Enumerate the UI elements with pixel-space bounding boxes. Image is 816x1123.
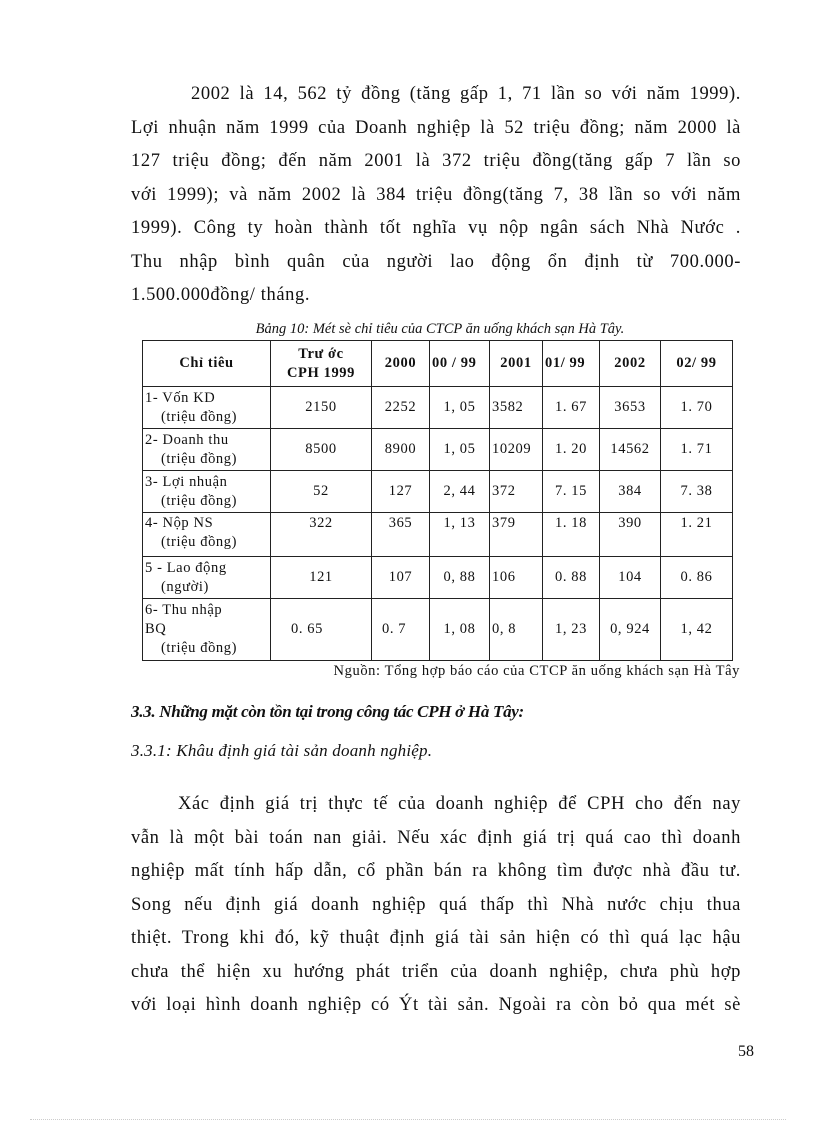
cell-value: 1, 23 (543, 599, 600, 661)
table-row (143, 599, 733, 661)
row-label-unit: (triệu đồng) (161, 640, 238, 656)
row-label (143, 599, 271, 661)
row-label-line: 5 - Lao động (145, 559, 227, 576)
section-heading: 3.3. Những mặt còn tồn tại trong công tác CPH ở Hà Tây: (131, 702, 524, 721)
row-label (143, 429, 271, 471)
header-indicator: Chỉ tiêu (143, 341, 271, 387)
row-label-unit: (triệu đồng) (161, 492, 238, 509)
cell-value: 127 (372, 471, 430, 513)
body-line: chưa thể hiện xu hướng phát triển của doanh nghiệp, chưa phù hợp (131, 961, 741, 982)
cell-value: 8900 (372, 429, 430, 471)
row-label-line: 4- Nộp NS (145, 515, 214, 531)
table-caption: Bảng 10: Mét sè chỉ tiêu của CTCP ăn uống khách sạn Hà Tây. (255, 321, 625, 337)
cell-value: 3653 (600, 387, 661, 429)
cell-value: 10209 (490, 429, 543, 471)
cell-value: 1. 70 (661, 387, 733, 429)
cell-value: 379 (490, 513, 543, 557)
cell-value: 0. 65 (271, 599, 372, 661)
row-label-unit: (người) (161, 578, 209, 595)
header-00-99: 00 / 99 (430, 341, 490, 387)
cell-value: 1. 18 (543, 513, 600, 557)
header-2001: 2001 (490, 341, 543, 387)
cell-value: 0, 924 (600, 599, 661, 661)
cell-value: 121 (271, 557, 372, 599)
row-label-unit: (triệu đồng) (161, 450, 238, 467)
header-2002: 2002 (600, 341, 661, 387)
indicator-table (142, 340, 733, 661)
body-line: vẫn là một bài toán nan giải. Nếu xác định giá trị quá cao thì doanh (131, 827, 741, 848)
cell-value: 1, 13 (430, 513, 490, 557)
cell-value: 1, 42 (661, 599, 733, 661)
cell-value: 365 (372, 513, 430, 557)
intro-line: 2002 là 14, 562 tỷ đồng (tăng gấp 1, 71 lần so với năm 1999). (191, 84, 741, 104)
cell-value: 372 (490, 471, 543, 513)
cell-value: 8500 (271, 429, 372, 471)
cell-value: 1, 05 (430, 429, 490, 471)
body-line: Song nếu định giá doanh nghiệp quá thấp thì Nhà nước chịu thua (131, 894, 741, 915)
cell-value: 14562 (600, 429, 661, 471)
page-bottom-divider (30, 1119, 786, 1120)
row-label-line: 2- Doanh thu (145, 431, 229, 448)
cell-value: 52 (271, 471, 372, 513)
cell-value: 7. 38 (661, 471, 733, 513)
cell-value: 104 (600, 557, 661, 599)
cell-value: 0. 7 (372, 599, 430, 661)
cell-value: 107 (372, 557, 430, 599)
intro-line: với 1999); và năm 2002 là 384 triệu đồng(tăng 7, 38 lần so với năm (131, 184, 741, 205)
table-row (143, 471, 733, 513)
row-label-line: 3- Lợi nhuận (145, 473, 228, 490)
table-row (143, 429, 733, 471)
cell-value: 0. 86 (661, 557, 733, 599)
row-label-unit: (triệu đồng) (161, 534, 238, 550)
table-row (143, 513, 733, 557)
row-label (143, 557, 271, 599)
cell-value: 384 (600, 471, 661, 513)
intro-line: 1999). Công ty hoàn thành tốt nghĩa vụ nộp ngân sách Nhà Nước . (131, 218, 741, 238)
cell-value: 1, 08 (430, 599, 490, 661)
header-before-cph-line1: Trư ớc (298, 345, 344, 362)
cell-value: 106 (490, 557, 543, 599)
cell-value: 2150 (271, 387, 372, 429)
intro-line: Lợi nhuận năm 1999 của Doanh nghiệp là 52 triệu đồng; năm 2000 là (131, 117, 741, 138)
table-source-note: Nguồn: Tổng hợp báo cáo của CTCP ăn uống khách sạn Hà Tây (333, 663, 740, 679)
cell-value: 2, 44 (430, 471, 490, 513)
cell-value: 0. 88 (543, 557, 600, 599)
header-02-99: 02/ 99 (661, 341, 733, 387)
body-line: với loại hình doanh nghiệp có Ýt tài sản. Ngoài ra còn bỏ qua mét sè (131, 995, 741, 1015)
header-01-99: 01/ 99 (543, 341, 600, 387)
body-line: Xác định giá trị thực tế của doanh nghiệp để CPH cho đến nay (178, 794, 741, 814)
row-label-unit: (triệu đồng) (161, 408, 238, 425)
body-paragraph (131, 788, 741, 1023)
row-label (143, 513, 271, 557)
table-row (143, 557, 733, 599)
row-label-line: 6- Thu nhập (145, 602, 223, 618)
cell-value: 3582 (490, 387, 543, 429)
body-line: nghiệp mất tính hấp dẫn, cổ phần bán ra không tìm được nhà đầu tư. (131, 861, 741, 881)
row-label-line: 1- Vốn KD (145, 389, 216, 406)
header-before-cph-line2: CPH 1999 (286, 364, 356, 381)
cell-value: 1. 20 (543, 429, 600, 471)
subsection-heading: 3.3.1: Khâu định giá tài sản doanh nghiệp. (131, 741, 433, 760)
table-row (143, 387, 733, 429)
table-header-row (143, 341, 733, 387)
cell-value: 322 (271, 513, 372, 557)
body-line: thiệt. Trong khi đó, kỹ thuật định giá tài sản hiện có thì quá lạc hậu (131, 928, 741, 948)
cell-value: 7. 15 (543, 471, 600, 513)
intro-line: 127 triệu đồng; đến năm 2001 là 372 triệu đồng(tăng gấp 7 lần so (131, 151, 741, 171)
intro-line: 1.500.000đồng/ tháng. (131, 285, 311, 305)
cell-value: 0, 88 (430, 557, 490, 599)
cell-value: 2252 (372, 387, 430, 429)
header-2000: 2000 (372, 341, 430, 387)
cell-value: 1. 71 (661, 429, 733, 471)
cell-value: 0, 8 (490, 599, 543, 661)
cell-value: 1, 05 (430, 387, 490, 429)
page-number: 58 (738, 1043, 754, 1060)
header-before-cph (271, 341, 372, 387)
cell-value: 390 (600, 513, 661, 557)
row-label (143, 471, 271, 513)
cell-value: 1. 67 (543, 387, 600, 429)
cell-value: 1. 21 (661, 513, 733, 557)
intro-line: Thu nhập bình quân của người lao động ổn định từ 700.000- (131, 251, 741, 272)
row-label (143, 387, 271, 429)
row-label-line: BQ (145, 621, 167, 637)
intro-paragraph (131, 78, 741, 313)
